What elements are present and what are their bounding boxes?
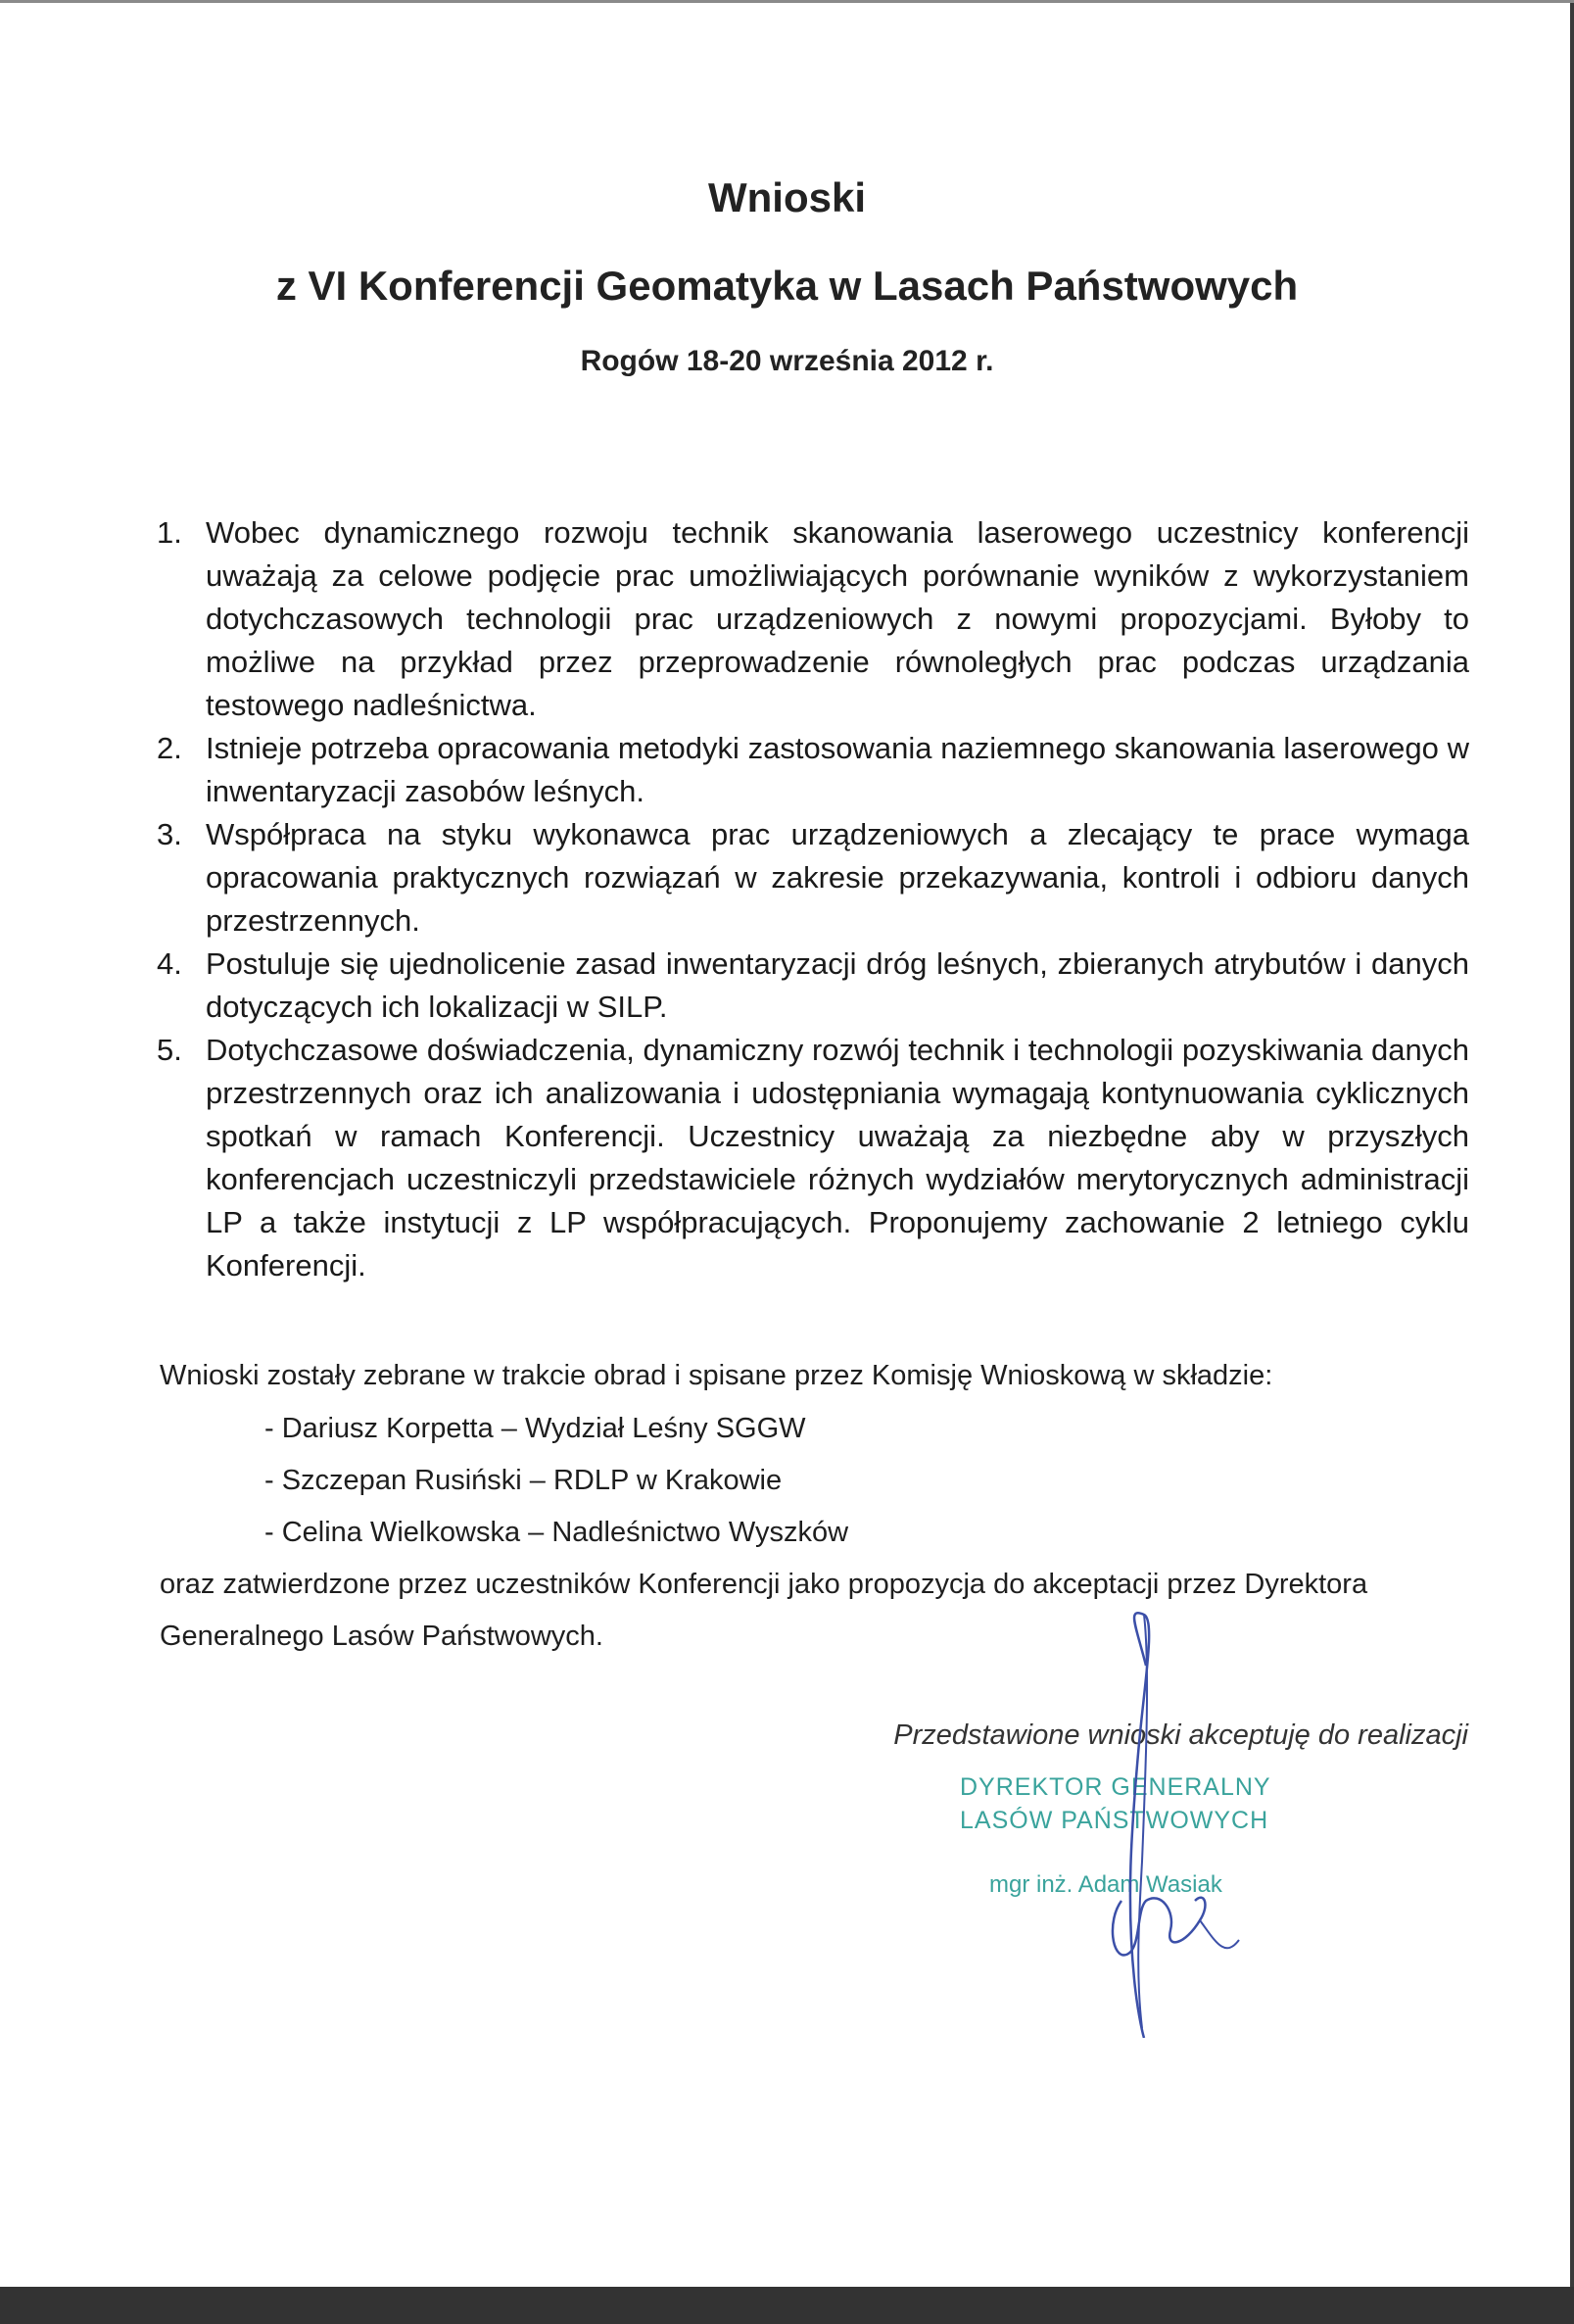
place-date: Rogów 18-20 września 2012 r. (580, 345, 994, 377)
document-title: Wnioski (707, 174, 866, 220)
list-item-number: 3. (157, 817, 182, 851)
list-item-text: Dotychczasowe doświadczenia, dynamiczny rozwój technik i technologii pozyskiwania danych przestrzennych oraz ich analizowania i udostępniania wymagają kontynuowania cyklicznych spotkań w ramach Konferencji. Uczestnicy uważają za niezbędne aby w przyszłych konferencjach uczestniczyli przedstawiciele różnych wydziałów merytorycznych administracji LP a także instytucji z LP współpracujących. Proponujemy zachowanie 2 letniego cyklu Konferencji. (206, 1033, 1469, 1283)
list-item-number: 1. (157, 515, 182, 550)
list-item (157, 1029, 1469, 1287)
commission-member: - Celina Wielkowska – Nadleśnictwo Wyszków (264, 1517, 849, 1548)
conclusions-list (157, 511, 1469, 1287)
list-item-text: Współpraca na styku wykonawca prac urządzeniowych a zlecający te prace wymaga opracowania praktycznych rozwiązań w zakresie przekazywania, kontroli i odbioru danych przestrzennych. (206, 817, 1469, 938)
list-item-number: 4. (157, 946, 182, 981)
scan-top-edge (0, 0, 1574, 3)
list-item-text: Postuluje się ujednolicenie zasad inwentaryzacji dróg leśnych, zbieranych atrybutów i danych dotyczących ich lokalizacji w SILP. (206, 946, 1469, 1024)
commission-intro: Wnioski zostały zebrane w trakcie obrad i spisane przez Komisję Wnioskową w składzie: (160, 1360, 1273, 1391)
list-item (157, 813, 1469, 943)
list-item-text: Wobec dynamicznego rozwoju technik skanowania laserowego uczestnicy konferencji uważają za celowe podjęcie prac umożliwiających porównanie wyników z wykorzystaniem dotychczasowych technologii prac urządzeniowych z nowymi propozycjami. Byłoby to możliwe na przykład przez przeprowadzenie równoległych prac podczas urządzania testowego nadleśnictwa. (206, 515, 1469, 722)
list-item (157, 511, 1469, 727)
commission-member: - Dariusz Korpetta – Wydział Leśny SGGW (264, 1413, 806, 1444)
outro-line: oraz zatwierdzone przez uczestników Konferencji jako propozycja do akceptacji przez Dyrektora (160, 1569, 1368, 1600)
list-item (157, 727, 1469, 813)
outro-line: Generalnego Lasów Państwowych. (160, 1621, 603, 1652)
stamp-line-title: DYREKTOR GENERALNY (960, 1773, 1271, 1801)
list-item-number: 2. (157, 731, 182, 765)
document-subtitle: z VI Konferencji Geomatyka w Lasach Państwowych (275, 263, 1299, 309)
stamp-line-name: mgr inż. Adam Wasiak (989, 1871, 1222, 1898)
scan-bottom-edge (0, 2287, 1574, 2324)
commission-member: - Szczepan Rusiński – RDLP w Krakowie (264, 1465, 783, 1496)
handwritten-signature (1028, 1607, 1283, 2038)
acceptance-note: Przedstawione wnioski akceptuję do realizacji (893, 1719, 1468, 1751)
stamp-line-institution: LASÓW PAŃSTWOWYCH (960, 1807, 1269, 1834)
list-item-number: 5. (157, 1033, 182, 1067)
list-item-text: Istnieje potrzeba opracowania metodyki zastosowania naziemnego skanowania laserowego w inwentaryzacji zasobów leśnych. (206, 731, 1469, 808)
list-item (157, 943, 1469, 1029)
